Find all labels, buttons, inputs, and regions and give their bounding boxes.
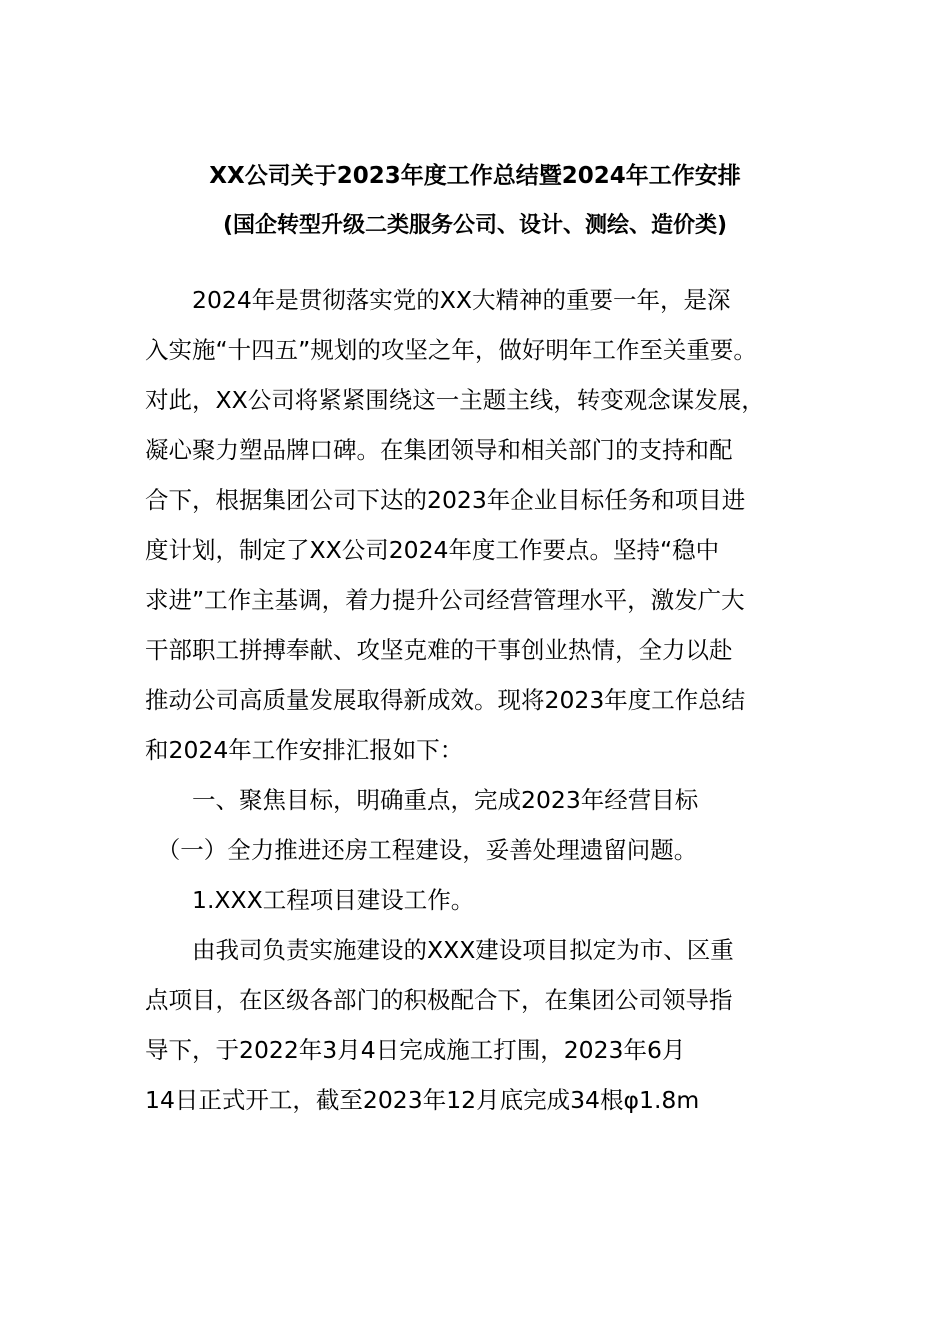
- subsection-heading: （一）全力推进还房工程建设，妥善处理遗留问题。: [145, 836, 698, 864]
- body-line: 推动公司高质量发展取得新成效。现将2023年度工作总结: [145, 686, 746, 714]
- body-line: 14日正式开工，截至2023年12月底完成34根φ1.8m: [145, 1086, 700, 1114]
- body-line: 对此，XX公司将紧紧围绕这一主题主线，转变观念谋发展，: [145, 386, 765, 414]
- body-line: 合下，根据集团公司下达的2023年企业目标任务和项目进: [145, 486, 746, 514]
- body-line: 度计划，制定了XX公司2024年度工作要点。坚持“稳中: [145, 536, 720, 564]
- body-line: 点项目，在区级各部门的积极配合下，在集团公司领导指: [145, 986, 733, 1014]
- section-heading: 一、聚焦目标，明确重点，完成2023年经营目标: [145, 786, 699, 814]
- document-title: XX公司关于2023年度工作总结暨2024年工作安排: [209, 163, 741, 189]
- body-line: 求进”工作主基调，着力提升公司经营管理水平，激发广大: [145, 586, 745, 614]
- document-subtitle: (国企转型升级二类服务公司、设计、测绘、造价类): [222, 213, 728, 238]
- body-line: 导下，于2022年3月4日完成施工打围，2023年6月: [145, 1036, 686, 1064]
- item-heading: 1.XXX工程项目建设工作。: [145, 886, 475, 914]
- body-line: 干部职工拼搏奉献、攻坚克难的干事创业热情，全力以赴: [145, 636, 733, 664]
- body-line: 由我司负责实施建设的XXX建设项目拟定为市、区重: [145, 936, 734, 964]
- body-line: 凝心聚力塑品牌口碑。在集团领导和相关部门的支持和配: [145, 436, 733, 464]
- body-line: 和2024年工作安排汇报如下：: [145, 736, 464, 764]
- body-line: 入实施“十四五”规划的攻坚之年，做好明年工作至关重要。: [145, 336, 757, 364]
- body-line: 2024年是贯彻落实党的XX大精神的重要一年，是深: [145, 286, 731, 314]
